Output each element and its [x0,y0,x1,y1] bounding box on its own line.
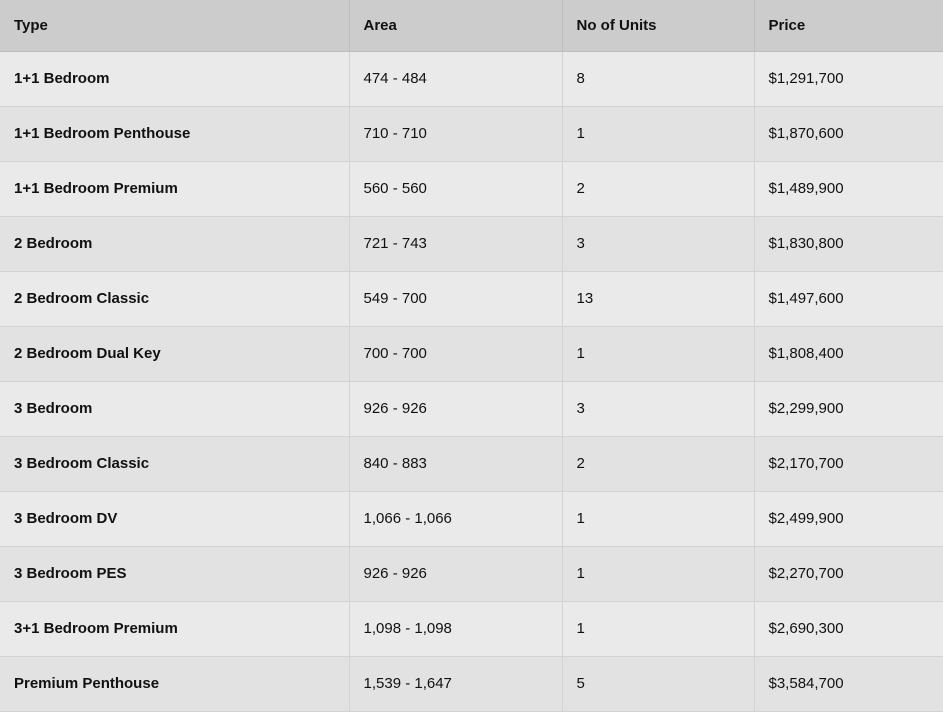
column-header-area: Area [349,0,562,51]
table-row [0,216,943,271]
cell-price: $2,170,700 [754,436,943,491]
cell-type: 2 Bedroom [0,216,349,271]
cell-type: 1+1 Bedroom Penthouse [0,106,349,161]
cell-price: $1,497,600 [754,271,943,326]
cell-type: 2 Bedroom Dual Key [0,326,349,381]
table-header [0,0,943,51]
cell-units: 8 [562,51,754,106]
cell-type: 3+1 Bedroom Premium [0,601,349,656]
cell-area: 549 - 700 [349,271,562,326]
table-header-row [0,0,943,51]
cell-area: 1,098 - 1,098 [349,601,562,656]
table-row [0,161,943,216]
cell-units: 1 [562,106,754,161]
table-body [0,51,943,711]
cell-units: 1 [562,601,754,656]
cell-units: 3 [562,381,754,436]
cell-units: 13 [562,271,754,326]
cell-area: 1,066 - 1,066 [349,491,562,546]
cell-units: 1 [562,491,754,546]
table-row [0,601,943,656]
cell-units: 2 [562,161,754,216]
cell-area: 560 - 560 [349,161,562,216]
column-header-units: No of Units [562,0,754,51]
cell-area: 926 - 926 [349,546,562,601]
cell-units: 2 [562,436,754,491]
cell-price: $2,299,900 [754,381,943,436]
cell-price: $1,870,600 [754,106,943,161]
cell-units: 1 [562,326,754,381]
cell-type: 1+1 Bedroom [0,51,349,106]
cell-price: $1,291,700 [754,51,943,106]
cell-price: $1,808,400 [754,326,943,381]
table-row [0,381,943,436]
table-row [0,546,943,601]
cell-area: 700 - 700 [349,326,562,381]
cell-price: $1,830,800 [754,216,943,271]
cell-units: 1 [562,546,754,601]
cell-area: 840 - 883 [349,436,562,491]
cell-price: $1,489,900 [754,161,943,216]
cell-units: 5 [562,656,754,711]
cell-type: 3 Bedroom DV [0,491,349,546]
table-row [0,51,943,106]
cell-area: 926 - 926 [349,381,562,436]
column-header-price: Price [754,0,943,51]
cell-units: 3 [562,216,754,271]
cell-type: 2 Bedroom Classic [0,271,349,326]
cell-price: $2,690,300 [754,601,943,656]
cell-area: 1,539 - 1,647 [349,656,562,711]
cell-price: $2,499,900 [754,491,943,546]
cell-type: 1+1 Bedroom Premium [0,161,349,216]
cell-area: 710 - 710 [349,106,562,161]
cell-type: 3 Bedroom Classic [0,436,349,491]
cell-type: Premium Penthouse [0,656,349,711]
table-row [0,436,943,491]
cell-type: 3 Bedroom [0,381,349,436]
cell-area: 721 - 743 [349,216,562,271]
cell-price: $3,584,700 [754,656,943,711]
cell-area: 474 - 484 [349,51,562,106]
table-row [0,271,943,326]
table-row [0,326,943,381]
cell-type: 3 Bedroom PES [0,546,349,601]
table-row [0,656,943,711]
table-row [0,491,943,546]
cell-price: $2,270,700 [754,546,943,601]
column-header-type: Type [0,0,349,51]
table-row [0,106,943,161]
